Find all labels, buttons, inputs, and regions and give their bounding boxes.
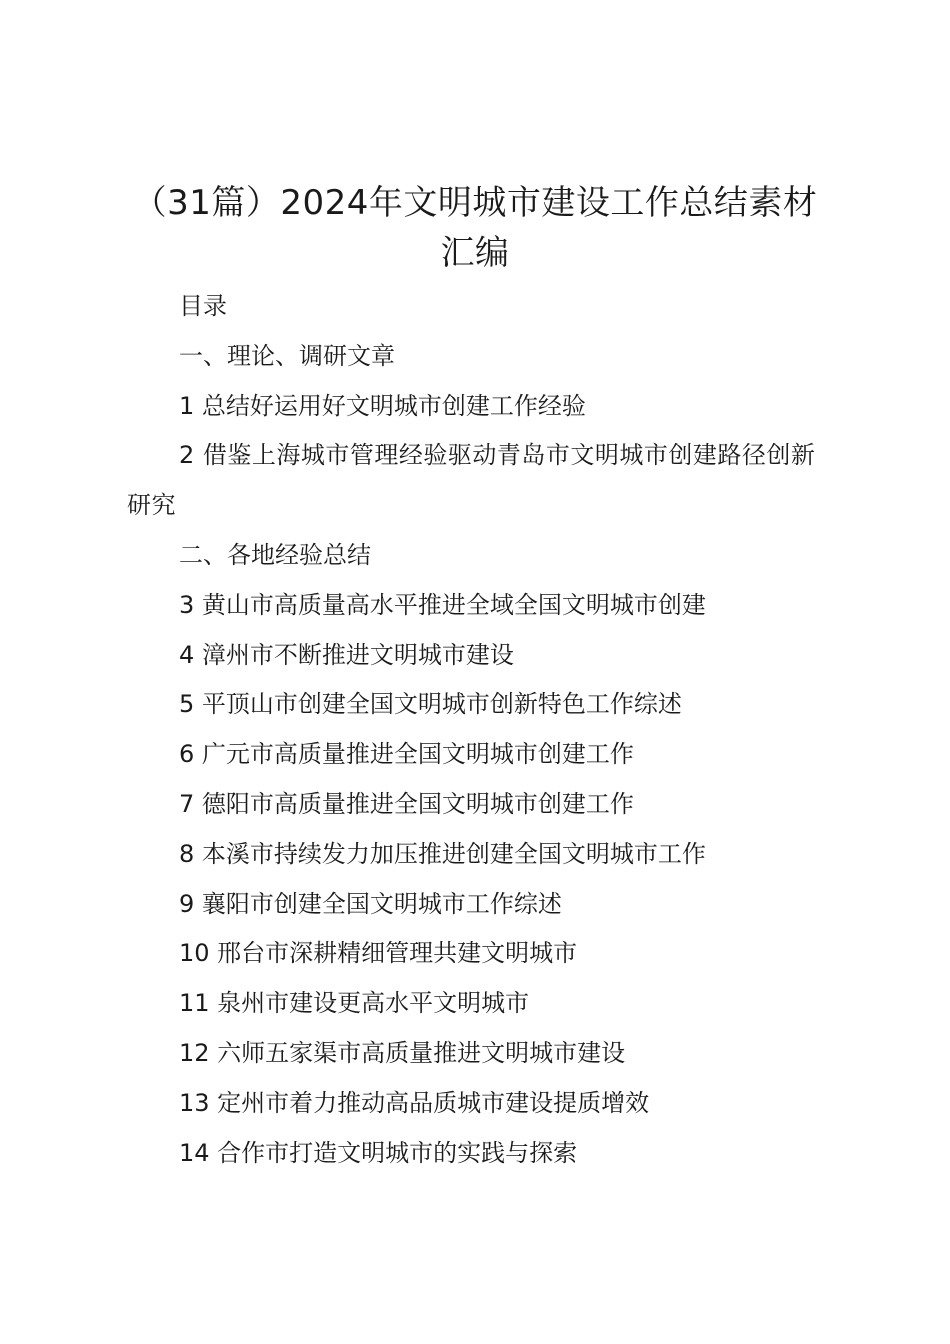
toc-item: 10 邢台市深耕精细管理共建文明城市: [179, 939, 578, 968]
toc-item: 4 漳州市不断推进文明城市建设: [179, 640, 514, 669]
toc-item: 13 定州市着力推动高品质城市建设提质增效: [179, 1088, 650, 1117]
toc-item: 11 泉州市建设更高水平文明城市: [179, 989, 530, 1018]
section-heading-theory: 一、理论、调研文章: [179, 341, 395, 370]
toc-item: 1 总结好运用好文明城市创建工作经验: [179, 391, 586, 420]
toc-item: 7 德阳市高质量推进全国文明城市创建工作: [179, 789, 634, 818]
document-title: （31篇）2024年文明城市建设工作总结素材汇编: [132, 183, 818, 273]
toc-item: 9 襄阳市创建全国文明城市工作综述: [179, 889, 562, 918]
section-heading-experience: 二、各地经验总结: [179, 540, 371, 569]
toc-item: 12 六师五家渠市高质量推进文明城市建设: [179, 1038, 626, 1067]
toc-item: 2 借鉴上海城市管理经验驱动青岛市文明城市创建路径创新研究: [127, 441, 816, 520]
toc-item: 14 合作市打造文明城市的实践与探索: [179, 1138, 578, 1167]
toc-item: 6 广元市高质量推进全国文明城市创建工作: [179, 740, 634, 769]
toc-item: 5 平顶山市创建全国文明城市创新特色工作综述: [179, 690, 682, 719]
toc-item: 8 本溪市持续发力加压推进创建全国文明城市工作: [179, 839, 706, 868]
toc-item: 3 黄山市高质量高水平推进全域全国文明城市创建: [179, 590, 706, 619]
contents-heading: 目录: [179, 292, 227, 320]
table-of-contents: [127, 282, 839, 1178]
